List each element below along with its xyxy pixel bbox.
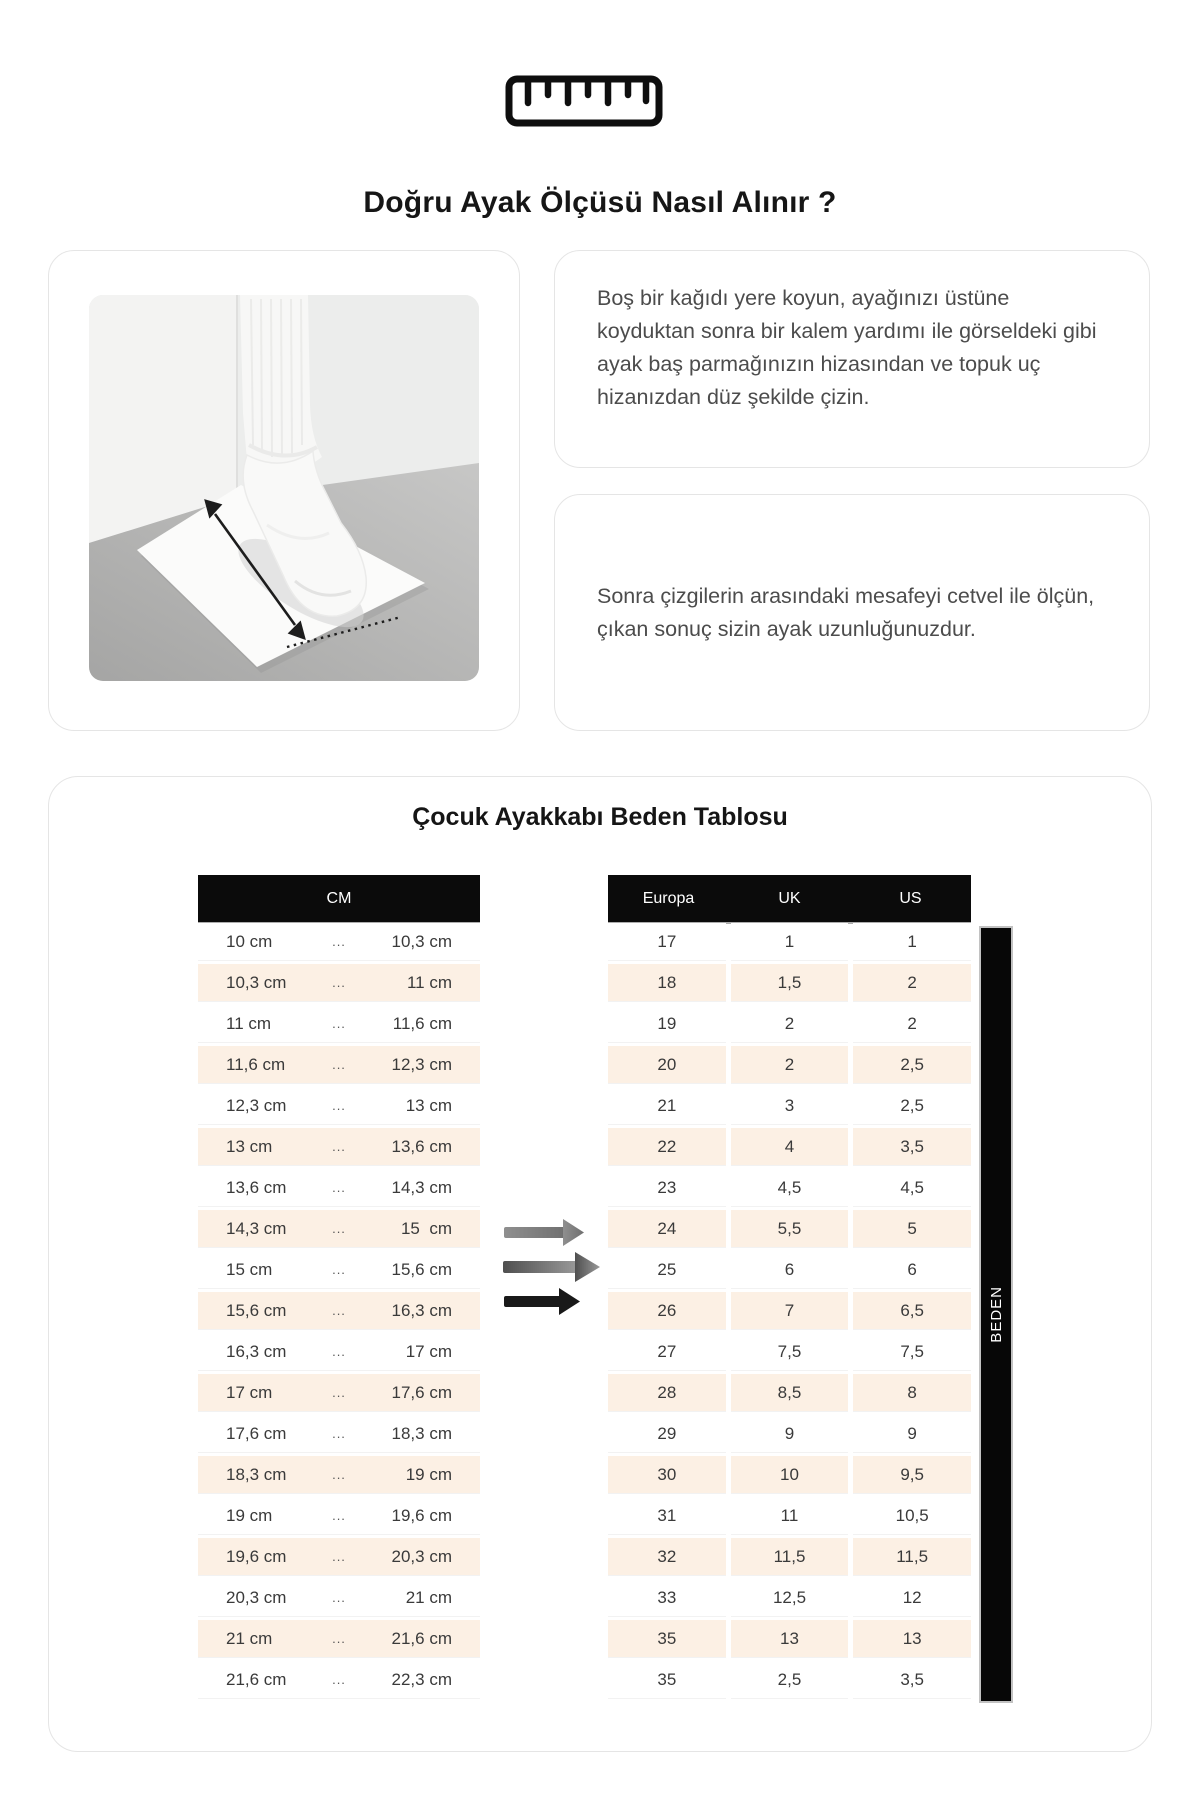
cm-table-row — [198, 1087, 480, 1124]
size-cell-europa: 31 — [608, 1497, 726, 1534]
cm-range-to: 21 cm — [405, 1587, 452, 1607]
cm-range-to: 12,3 cm — [391, 1054, 452, 1074]
cm-range-to: 15 cm — [400, 1218, 452, 1238]
cm-range-dots: ... — [332, 1180, 346, 1195]
size-cell-uk: 9 — [731, 1415, 849, 1452]
size-cell-us: 2 — [853, 1005, 971, 1042]
instruction-card-2 — [554, 494, 1150, 731]
cm-table-row — [198, 1333, 480, 1370]
size-table-row — [608, 1456, 971, 1493]
instruction-step2-text: Sonra çizgilerin arasındaki mesafeyi cetvel ile ölçün, çıkan sonuç sizin ayak uzunluğunuzdur. — [597, 583, 1095, 641]
cm-range-from: 12,3 cm — [226, 1095, 287, 1115]
cm-table-row — [198, 1292, 480, 1329]
size-cell-uk: 12,5 — [731, 1579, 849, 1616]
cm-table-row — [198, 1456, 480, 1493]
cm-range-dots: ... — [332, 1262, 346, 1277]
size-cell-europa: 20 — [608, 1046, 726, 1083]
size-cell-europa: 35 — [608, 1661, 726, 1698]
size-cell-us: 2,5 — [853, 1046, 971, 1083]
cm-range-to: 14,3 cm — [391, 1177, 452, 1197]
cm-table-row — [198, 1251, 480, 1288]
cm-table-row — [198, 964, 480, 1001]
size-cell-uk: 6 — [731, 1251, 849, 1288]
size-cell-us: 9,5 — [853, 1456, 971, 1493]
cm-range-dots: ... — [332, 1467, 346, 1482]
cm-table-header — [198, 875, 480, 922]
triple-arrow-icon — [501, 1214, 605, 1318]
header-europa: Europa — [642, 889, 695, 907]
size-cell-us: 3,5 — [853, 1661, 971, 1698]
cm-range-from: 17 cm — [226, 1382, 273, 1402]
cm-table-row — [198, 1005, 480, 1042]
size-cell-europa: 35 — [608, 1620, 726, 1657]
instruction-step1-text: Boş bir kağıdı yere koyun, ayağınızı üstüne koyduktan sonra bir kalem yardımı ile görseldeki gibi ayak baş parmağınızın hizasından ve topuk uç hizanızdan düz şekilde çizin. — [597, 286, 1097, 409]
ruler-icon — [505, 74, 663, 128]
cm-table-row — [198, 923, 480, 960]
cm-range-dots: ... — [332, 1385, 346, 1400]
size-cell-us: 7,5 — [853, 1333, 971, 1370]
cm-table-rows — [198, 923, 480, 1702]
size-table-row — [608, 1333, 971, 1370]
cm-table-row — [198, 1374, 480, 1411]
size-cell-uk: 7 — [731, 1292, 849, 1329]
size-table-row — [608, 1579, 971, 1616]
cm-range-from: 19,6 cm — [226, 1546, 287, 1566]
size-cell-europa: 33 — [608, 1579, 726, 1616]
size-table-row — [608, 1292, 971, 1329]
size-table-header — [608, 875, 971, 922]
cm-table-row — [198, 1538, 480, 1575]
cm-range-from: 13 cm — [226, 1136, 273, 1156]
cm-range-to: 20,3 cm — [391, 1546, 452, 1566]
size-cell-us: 3,5 — [853, 1128, 971, 1165]
size-table-row — [608, 1620, 971, 1657]
size-cell-europa: 29 — [608, 1415, 726, 1452]
cm-range-dots: ... — [332, 1057, 346, 1072]
cm-table-row — [198, 1579, 480, 1616]
cm-range-to: 22,3 cm — [391, 1669, 452, 1689]
cm-range-from: 21,6 cm — [226, 1669, 287, 1689]
header-us: US — [899, 889, 922, 907]
cm-range-from: 17,6 cm — [226, 1423, 287, 1443]
size-table-row — [608, 923, 971, 960]
cm-range-to: 18,3 cm — [391, 1423, 452, 1443]
size-cell-europa: 17 — [608, 923, 726, 960]
size-cell-europa: 21 — [608, 1087, 726, 1124]
cm-range-to: 17 cm — [405, 1341, 452, 1361]
size-cell-europa: 19 — [608, 1005, 726, 1042]
size-cell-europa: 25 — [608, 1251, 726, 1288]
measure-photo-card — [48, 250, 520, 731]
cm-range-dots: ... — [332, 1426, 346, 1441]
size-table-row — [608, 1415, 971, 1452]
cm-table-row — [198, 1415, 480, 1452]
cm-range-dots: ... — [332, 975, 346, 990]
size-cell-europa: 28 — [608, 1374, 726, 1411]
size-cell-uk: 7,5 — [731, 1333, 849, 1370]
size-cell-us: 6 — [853, 1251, 971, 1288]
size-table-row — [608, 1169, 971, 1206]
cm-range-dots: ... — [332, 1303, 346, 1318]
size-cell-europa: 27 — [608, 1333, 726, 1370]
cm-table-row — [198, 1497, 480, 1534]
size-cell-uk: 13 — [731, 1620, 849, 1657]
size-cell-europa: 32 — [608, 1538, 726, 1575]
cm-range-to: 15,6 cm — [391, 1259, 452, 1279]
size-table-row — [608, 1046, 971, 1083]
cm-table-row — [198, 1210, 480, 1247]
instruction-card-1 — [554, 250, 1150, 468]
size-cell-us: 8 — [853, 1374, 971, 1411]
size-cell-uk: 3 — [731, 1087, 849, 1124]
cm-table-row — [198, 1661, 480, 1698]
size-table-row — [608, 1497, 971, 1534]
size-table-row — [608, 1128, 971, 1165]
size-cell-us: 13 — [853, 1620, 971, 1657]
cm-range-to: 13 cm — [405, 1095, 452, 1115]
cm-range-from: 19 cm — [226, 1505, 273, 1525]
cm-range-to: 19 cm — [405, 1464, 452, 1484]
size-table-row — [608, 1374, 971, 1411]
size-cell-europa: 26 — [608, 1292, 726, 1329]
cm-range-from: 10 cm — [226, 931, 273, 951]
size-table-row — [608, 1087, 971, 1124]
cm-range-dots: ... — [332, 1139, 346, 1154]
cm-range-from: 15 cm — [226, 1259, 273, 1279]
cm-range-to: 17,6 cm — [391, 1382, 452, 1402]
size-cell-europa: 18 — [608, 964, 726, 1001]
size-cell-europa: 24 — [608, 1210, 726, 1247]
cm-range-dots: ... — [332, 1549, 346, 1564]
cm-range-from: 10,3 cm — [226, 972, 287, 992]
size-table-row — [608, 1251, 971, 1288]
foot-measure-photo — [89, 295, 479, 681]
beden-label: BEDEN — [987, 1286, 1005, 1343]
page-title: Doğru Ayak Ölçüsü Nasıl Alınır ? — [363, 186, 837, 219]
size-cell-us: 9 — [853, 1415, 971, 1452]
cm-range-dots: ... — [332, 1672, 346, 1687]
size-cell-us: 4,5 — [853, 1169, 971, 1206]
cm-range-from: 16,3 cm — [226, 1341, 287, 1361]
cm-range-dots: ... — [332, 1016, 346, 1031]
size-cell-uk: 2 — [731, 1046, 849, 1083]
cm-range-to: 11,6 cm — [392, 1013, 452, 1033]
cm-table-row — [198, 1169, 480, 1206]
size-table-card — [48, 776, 1152, 1752]
cm-range-from: 13,6 cm — [226, 1177, 287, 1197]
cm-range-to: 16,3 cm — [391, 1300, 452, 1320]
size-table-title: Çocuk Ayakkabı Beden Tablosu — [412, 803, 788, 831]
size-table-row — [608, 1210, 971, 1247]
cm-range-dots: ... — [332, 1590, 346, 1605]
cm-table-row — [198, 1128, 480, 1165]
cm-range-dots: ... — [332, 1221, 346, 1236]
cm-range-from: 18,3 cm — [226, 1464, 287, 1484]
cm-range-to: 11 cm — [406, 972, 452, 992]
header-uk: UK — [778, 889, 801, 907]
size-cell-uk: 4 — [731, 1128, 849, 1165]
beden-side-bar — [981, 928, 1011, 1701]
size-cell-uk: 11 — [731, 1497, 849, 1534]
cm-range-dots: ... — [332, 1508, 346, 1523]
size-cell-uk: 1,5 — [731, 964, 849, 1001]
size-cell-europa: 30 — [608, 1456, 726, 1493]
cm-range-dots: ... — [332, 1631, 346, 1646]
size-cell-us: 6,5 — [853, 1292, 971, 1329]
cm-range-dots: ... — [332, 934, 346, 949]
size-cell-uk: 8,5 — [731, 1374, 849, 1411]
size-cell-uk: 4,5 — [731, 1169, 849, 1206]
size-cell-us: 10,5 — [853, 1497, 971, 1534]
size-cell-us: 11,5 — [853, 1538, 971, 1575]
cm-table-row — [198, 1046, 480, 1083]
cm-range-to: 10,3 cm — [391, 931, 452, 951]
cm-range-from: 15,6 cm — [226, 1300, 287, 1320]
size-cell-uk: 10 — [731, 1456, 849, 1493]
cm-table-row — [198, 1620, 480, 1657]
cm-range-to: 19,6 cm — [391, 1505, 452, 1525]
cm-range-from: 21 cm — [226, 1628, 273, 1648]
size-cell-us: 5 — [853, 1210, 971, 1247]
size-cell-us: 1 — [853, 923, 971, 960]
cm-range-to: 21,6 cm — [391, 1628, 452, 1648]
size-cell-us: 2 — [853, 964, 971, 1001]
size-table-row — [608, 964, 971, 1001]
size-table-row — [608, 1661, 971, 1698]
size-cell-europa: 22 — [608, 1128, 726, 1165]
size-cell-uk: 1 — [731, 923, 849, 960]
cm-range-dots: ... — [332, 1098, 346, 1113]
size-table-row — [608, 1005, 971, 1042]
cm-range-from: 11 cm — [226, 1013, 272, 1033]
cm-range-to: 13,6 cm — [391, 1136, 452, 1156]
cm-range-from: 11,6 cm — [226, 1054, 286, 1074]
cm-header-label: CM — [326, 889, 352, 907]
size-cell-uk: 11,5 — [731, 1538, 849, 1575]
size-cell-uk: 2 — [731, 1005, 849, 1042]
size-cell-uk: 2,5 — [731, 1661, 849, 1698]
size-cell-us: 2,5 — [853, 1087, 971, 1124]
cm-range-from: 14,3 cm — [226, 1218, 287, 1238]
size-cell-uk: 5,5 — [731, 1210, 849, 1247]
cm-range-dots: ... — [332, 1344, 346, 1359]
size-table-row — [608, 1538, 971, 1575]
size-cell-europa: 23 — [608, 1169, 726, 1206]
size-table-rows — [608, 923, 971, 1702]
cm-range-from: 20,3 cm — [226, 1587, 287, 1607]
size-cell-us: 12 — [853, 1579, 971, 1616]
